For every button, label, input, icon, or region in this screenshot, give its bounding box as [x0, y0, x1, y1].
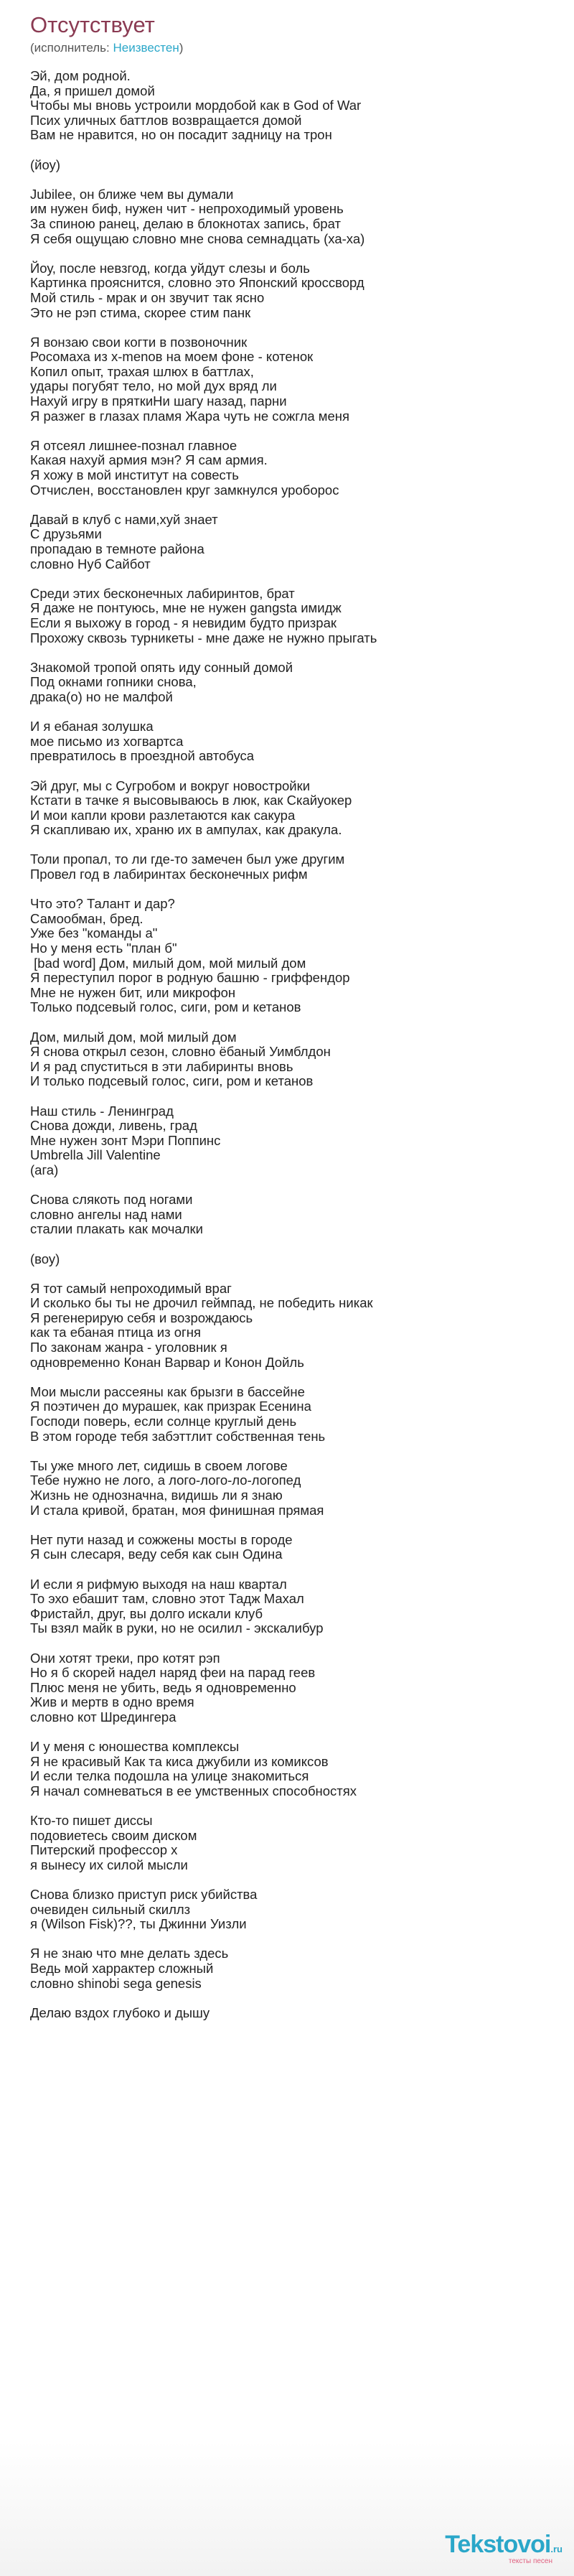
song-title: Отсутствует: [30, 12, 155, 37]
logo-tld: .ru: [550, 2544, 563, 2554]
lyrics-text: Эй, дом родной. Да, я пришел домой Чтобы мы вновь устроили мордобой как в God of War Псих уличных баттлов возвращается домой Вам не нравится, но он посадит задницу на трон (йоу) Jubilee, он ближе чем вы думали им нужен биф, нужен чит - непроходимый уровень За спиною ранец, делаю в блокнотах запись, брат Я себя ощущаю словно мне снова семнадцать (ха-ха) Йоу, после невзгод, когда уйдут слезы и боль Картинка прояснится, словно это Японский кроссворд Мой стиль - мрак и он звучит так ясно Это не рэп стима, скорее стим панк Я вонзаю свои когти в позвоночник Росомаха из x-menов на моем фоне - котенок Копил опыт, трахая шлюх в баттлах, удары погубят тело, но мой дух вряд ли Нахуй игру в пряткиНи шагу назад, парни Я разжег в глазах пламя Жара чуть не сожгла меня Я отсеял лишнее-познал главное Какая нахуй армия мэн? Я сам армия. Я хожу в мой институт на совесть Отчислен, восстановлен круг замкнулся уроборос Давай в клуб с нами,хуй знает С друзьями пропадаю в темноте района словно Нуб Сайбот Среди этих бесконечных лабиринтов, брат Я даже не понтуюсь, мне не нужен gangsta имидж Если я выхожу в город - я невидим будто призрак Прохожу сквозь турникеты - мне даже не нужно прыгать Знакомой тропой опять иду сонный домой Под окнами гопники снова, драка(о) но не малфой И я ебаная золушка мое письмо из хогвартса превратилось в проездной автобуса Эй друг, мы с Сугробом и вокруг новостройки Кстати в тачке я высовываюсь в люк, как Скайуокер И мои капли крови разлетаются как сакура Я скапливаю их, храню их в ампулах, как дракула. Толи пропал, то ли где-то замечен был уже другим Провел год в лабиринтах бесконечных рифм Что это? Талант и дар? Самообман, бред. Уже без "команды а" Но у меня есть "план б" [bad word] Дом, милый дом, мой милый дом Я переступил порог в родную башню - гриффендор Мне не нужен бит, или микрофон Только подсевый голос, сиги, ром и кетанов Дом, милый дом, мой милый дом Я снова открыл сезон, словно ёбаный Уимблдон И я рад спуститься в эти лабиринты вновь И только подсевый голос, сиги, ром и кетанов Наш стиль - Ленинград Снова дожди, ливень, град Мне нужен зонт Мэри Поппинс Umbrella Jill Valentine (ага) Снова слякоть под ногами словно ангелы над нами сталии плакать как мочалки (воу) Я тот самый непроходимый враг И сколько бы ты не дрочил геймпад, не победить никак Я регенерирую себя и возрождаюсь как та ебаная птица из огня По законам жанра - уголовник я одновременно Конан Варвар и Конон Дойль Мои мысли рассеяны как брызги в бассейне Я поэтичен до мурашек, как призрак Есенина Господи поверь, если солнце круглый день В этом городе тебя забэттлит собственная тень Ты уже много лет, сидишь в своем логове Тебе нужно не лого, а лого-лого-ло-логопед Жизнь не однозначна, видишь ли я знаю И стала кривой, братан, моя финишная прямая Нет пути назад и сожжены мосты в городе Я сын слесаря, веду себя как сын Одина И если я рифмую выходя на наш квартал То эхо ебашит там, словно этот Тадж Махал Фристайл, друг, вы долго искали клуб Ты взял майк в руки, но не осилил - экскалибур Они хотят треки, про котят рэп Но я б скорей надел наряд феи на парад геев Плюс меня не убить, ведь я одновременно Жив и мертв в одно время словно кот Шредингера И у меня с юношества комплексы Я не красивый Как та киса джубили из комиксов И если телка подошла на улице знакомиться Я начал сомневаться в ее умственных способностях Кто-то пишет диссы подовиетесь своим диском Питерский профессор х я вынесу их силой мысли Снова близко приступ риск убийства очевиден сильный скиллз я (Wilson Fisk)??, ты Джинни Уизли Я не знаю что мне делать здесь Ведь мой харрактер сложный словно shinobi sega genesis Делаю вздох глубоко и дышу: [30, 68, 377, 2020]
artist-line: [30, 40, 544, 56]
logo-name: Tekstovoi: [445, 2531, 551, 2558]
song-header: [30, 10, 544, 56]
artist-suffix: ): [179, 41, 184, 55]
artist-link[interactable]: Неизвестен: [113, 41, 179, 55]
logo-tagline: тексты песен: [508, 2557, 552, 2565]
site-logo[interactable]: [433, 2531, 563, 2566]
artist-prefix: (исполнитель:: [30, 41, 113, 55]
